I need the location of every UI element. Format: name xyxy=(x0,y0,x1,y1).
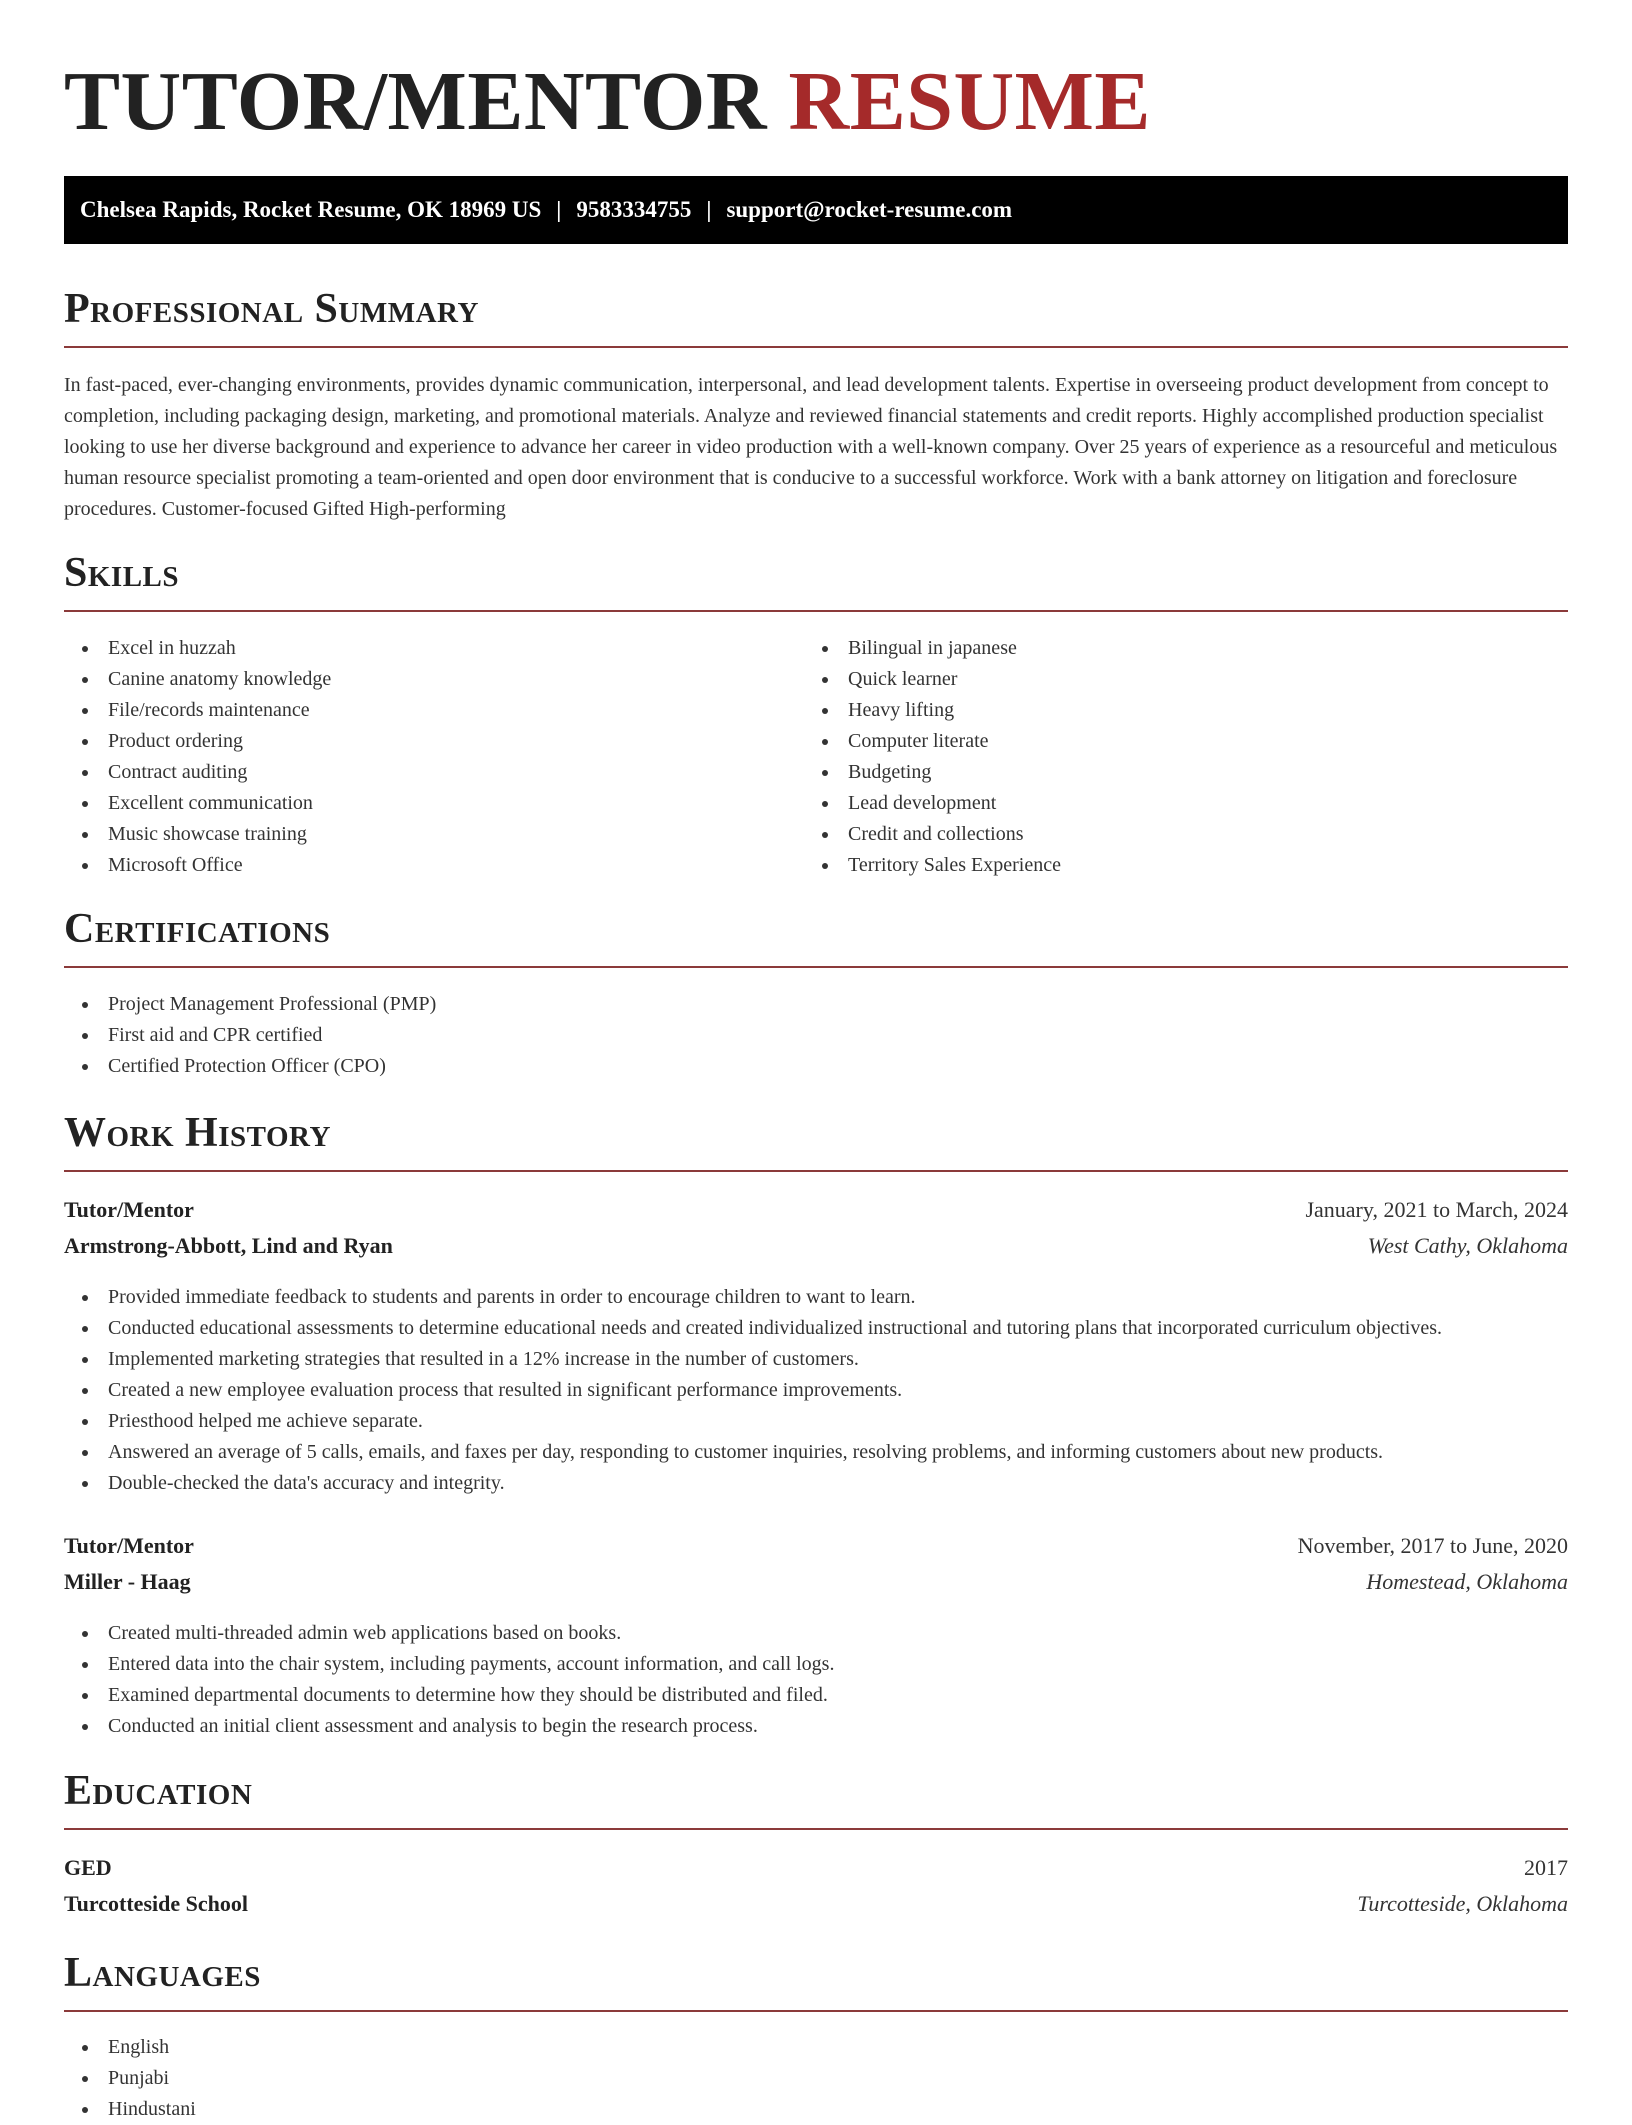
section-heading-skills: Skills xyxy=(64,548,1568,612)
languages-block xyxy=(64,2032,1568,2125)
job-duty-item: Provided immediate feedback to students and parents in order to encourage children to want to learn. xyxy=(64,1282,1568,1313)
job-location: West Cathy, Oklahoma xyxy=(1367,1233,1568,1258)
summary-text: In fast-paced, ever-changing environments, provides dynamic communication, interpersonal, and lead development talents. Expertise in overseeing product development from concept to completion, including packaging design, marketing, and promotional materials. Analyze and reviewed financial statements and credit reports. Highly accomplished production specialist looking to use her diverse background and experience to advance her career in video production with a well-known company. Over 25 years of experience as a resourceful and meticulous human resource specialist promoting a team-oriented and open door environment that is conducive to a successful workforce. Work with a bank attorney on litigation and foreclosure procedures. Customer-focused Gifted High-performing xyxy=(64,374,1558,520)
section-heading-work-history: Work History xyxy=(64,1108,1568,1172)
job-duty-item: Answered an average of 5 calls, emails, and faxes per day, responding to customer inquiries, resolving problems, and informing customers about new products. xyxy=(64,1437,1568,1468)
skill-item: Bilingual in japanese xyxy=(804,633,1544,664)
job-title: Tutor/Mentor xyxy=(64,1533,194,1558)
language-item: Hindustani xyxy=(64,2094,1568,2125)
job-company: Armstrong-Abbott, Lind and Ryan xyxy=(64,1233,393,1258)
education-degree-row xyxy=(64,1855,1568,1881)
skill-item: Microsoft Office xyxy=(64,850,804,881)
job-company: Miller - Haag xyxy=(64,1569,191,1594)
certifications-list xyxy=(64,989,1568,1082)
job-duty-item: Implemented marketing strategies that resulted in a 12% increase in the number of customers. xyxy=(64,1344,1568,1375)
education-year: 2017 xyxy=(1524,1855,1568,1880)
skill-item: Quick learner xyxy=(804,664,1544,695)
job-duty-item: Entered data into the chair system, including payments, account information, and call logs. xyxy=(64,1649,1568,1680)
skill-item: Canine anatomy knowledge xyxy=(64,664,804,695)
job-company-row xyxy=(64,1233,1568,1259)
skills-column-right xyxy=(804,633,1544,881)
job-duty-item: Double-checked the data's accuracy and integrity. xyxy=(64,1468,1568,1499)
skill-item: Product ordering xyxy=(64,726,804,757)
job-duty-item: Conducted an initial client assessment and analysis to begin the research process. xyxy=(64,1711,1568,1742)
skills-column-left xyxy=(64,633,804,881)
section-heading-languages: Languages xyxy=(64,1948,1568,2012)
resume-title xyxy=(64,52,1151,152)
contact-address: Chelsea Rapids, Rocket Resume, OK 18969 US xyxy=(80,197,542,222)
skill-item: Excellent communication xyxy=(64,788,804,819)
job-header-row xyxy=(64,1533,1568,1559)
title-resume-word: RESUME xyxy=(788,55,1151,148)
job-duty-item: Priesthood helped me achieve separate. xyxy=(64,1406,1568,1437)
skill-item: Computer literate xyxy=(804,726,1544,757)
job-company-row xyxy=(64,1569,1568,1595)
job-duties-block xyxy=(64,1618,1568,1742)
education-location: Turcotteside, Oklahoma xyxy=(1357,1891,1568,1916)
job-header-row xyxy=(64,1197,1568,1223)
contact-phone: 9583334755 xyxy=(576,197,692,222)
contact-separator: | xyxy=(706,197,712,222)
skill-item: Lead development xyxy=(804,788,1544,819)
education-school-row xyxy=(64,1891,1568,1917)
certification-item: Certified Protection Officer (CPO) xyxy=(64,1051,1568,1082)
certifications-block xyxy=(64,989,1568,1082)
job-location: Homestead, Oklahoma xyxy=(1366,1569,1568,1594)
education-degree: GED xyxy=(64,1855,112,1880)
job-duties-list xyxy=(64,1618,1568,1742)
job-duty-item: Conducted educational assessments to determine educational needs and created individualized instructional and tutoring plans that incorporated curriculum objectives. xyxy=(64,1313,1568,1344)
job-title: Tutor/Mentor xyxy=(64,1197,194,1222)
section-heading-summary: Professional Summary xyxy=(64,284,1568,348)
job-duty-item: Created multi-threaded admin web applications based on books. xyxy=(64,1618,1568,1649)
skill-item: File/records maintenance xyxy=(64,695,804,726)
section-heading-education: Education xyxy=(64,1766,1568,1830)
job-duty-item: Created a new employee evaluation process that resulted in significant performance improvements. xyxy=(64,1375,1568,1406)
contact-bar xyxy=(64,176,1568,244)
skill-item: Territory Sales Experience xyxy=(804,850,1544,881)
education-school: Turcotteside School xyxy=(64,1891,248,1916)
skill-item: Credit and collections xyxy=(804,819,1544,850)
skill-item: Budgeting xyxy=(804,757,1544,788)
skill-item: Music showcase training xyxy=(64,819,804,850)
contact-email: support@rocket-resume.com xyxy=(726,197,1013,222)
skills-list-right xyxy=(804,633,1544,881)
title-role: TUTOR/MENTOR xyxy=(64,55,768,148)
job-duties-list xyxy=(64,1282,1568,1499)
languages-list xyxy=(64,2032,1568,2125)
job-dates: January, 2021 to March, 2024 xyxy=(1305,1197,1568,1222)
certification-item: Project Management Professional (PMP) xyxy=(64,989,1568,1020)
skill-item: Heavy lifting xyxy=(804,695,1544,726)
contact-separator: | xyxy=(556,197,562,222)
skill-item: Excel in huzzah xyxy=(64,633,804,664)
language-item: English xyxy=(64,2032,1568,2063)
skill-item: Contract auditing xyxy=(64,757,804,788)
job-dates: November, 2017 to June, 2020 xyxy=(1297,1533,1568,1558)
certification-item: First aid and CPR certified xyxy=(64,1020,1568,1051)
language-item: Punjabi xyxy=(64,2063,1568,2094)
section-heading-certifications: Certifications xyxy=(64,904,1568,968)
job-duty-item: Examined departmental documents to determine how they should be distributed and filed. xyxy=(64,1680,1568,1711)
skills-list-left xyxy=(64,633,804,881)
job-duties-block xyxy=(64,1282,1568,1499)
